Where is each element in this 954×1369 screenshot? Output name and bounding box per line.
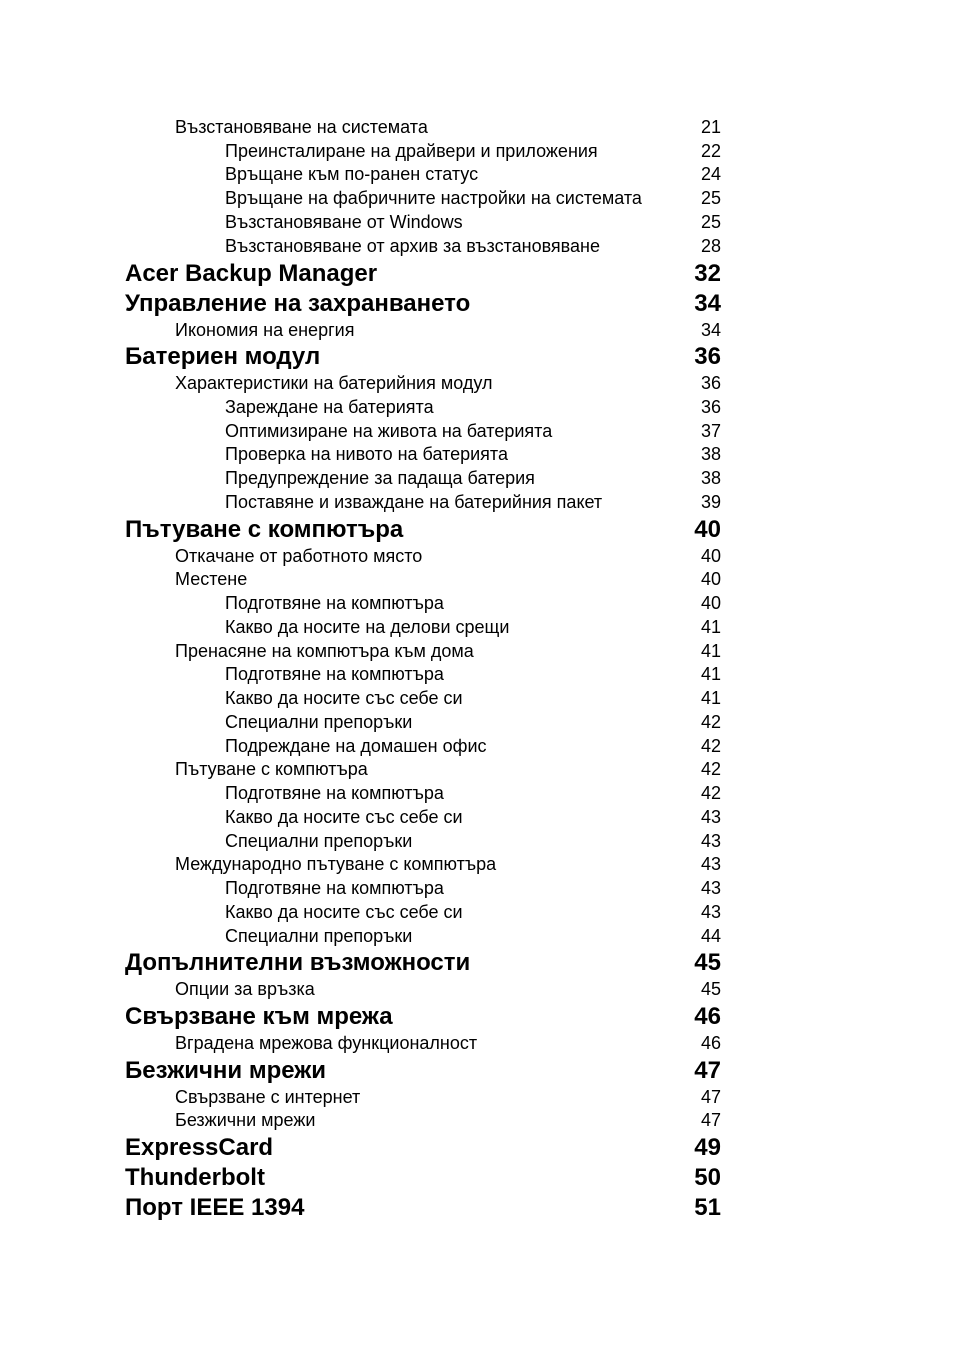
- toc-section-entry: [0, 759, 954, 783]
- toc-entry-page: 36: [700, 373, 721, 394]
- toc-entry-page: 36: [700, 396, 721, 417]
- toc-chapter-entry: [0, 1194, 954, 1224]
- toc-section-entry: [0, 492, 954, 516]
- toc-entry-page: 42: [700, 735, 721, 756]
- toc-chapter-entry: [0, 343, 954, 373]
- toc-section-entry: [0, 712, 954, 736]
- toc-section-entry: [0, 641, 954, 665]
- toc-entry-page: 40: [694, 515, 721, 543]
- toc-entry-page: 44: [700, 925, 721, 946]
- toc-entry-page: 25: [700, 212, 721, 232]
- toc-entry-title: Характеристики на батерийния модул: [175, 373, 493, 394]
- toc-entry-page: 42: [700, 783, 721, 803]
- toc-entry-page: 47: [694, 1056, 721, 1084]
- toc-entry-title: Предупреждение за падаща батерия: [225, 468, 535, 489]
- toc-entry-title: Подготвяне на компютъра: [225, 664, 444, 685]
- toc-chapter-entry: [0, 516, 954, 546]
- toc-chapter-entry: [0, 290, 954, 320]
- toc-entry-page: 24: [700, 164, 721, 185]
- toc-entry-page: 37: [700, 420, 721, 441]
- toc-section-entry: [0, 593, 954, 617]
- toc-entry-page: 45: [700, 979, 721, 1000]
- toc-entry-title: Какво да носите със себе си: [225, 901, 463, 922]
- toc-entry-page: 46: [694, 1003, 721, 1030]
- toc-entry-page: 41: [700, 616, 721, 637]
- toc-entry-page: 46: [700, 1033, 721, 1053]
- toc-chapter-entry: [0, 1057, 954, 1087]
- toc-entry-title: Какво да носите със себе си: [225, 806, 463, 827]
- toc-entry-page: 47: [700, 1110, 721, 1131]
- toc-entry-title: Пренасяне на компютъра към дома: [175, 640, 474, 661]
- toc-entry-page: 50: [694, 1163, 721, 1191]
- toc-entry-title: Опции за връзка: [175, 979, 315, 1000]
- toc-entry-page: 40: [700, 545, 721, 566]
- toc-entry-page: 43: [700, 878, 721, 898]
- toc-entry-page: 25: [700, 188, 721, 209]
- toc-entry-page: 45: [694, 949, 721, 977]
- toc-section-entry: [0, 902, 954, 926]
- toc-section-entry: [0, 736, 954, 760]
- toc-entry-title: Acer Backup Manager: [125, 259, 378, 287]
- toc-section-entry: [0, 878, 954, 902]
- toc-entry-title: Зареждане на батерията: [225, 396, 434, 417]
- toc-entry-page: 36: [694, 343, 721, 371]
- toc-entry-title: Свързване с интернет: [175, 1086, 361, 1107]
- toc-entry-title: Специални препоръки: [225, 830, 413, 851]
- toc-section-entry: [0, 783, 954, 807]
- toc-entry-title: Възстановяване на системата: [175, 117, 428, 137]
- toc-entry-page: 34: [700, 319, 721, 340]
- toc-entry-title: Thunderbolt: [125, 1163, 265, 1191]
- toc-section-entry: [0, 236, 954, 260]
- toc-section-entry: [0, 320, 954, 344]
- toc-section-entry: [0, 854, 954, 878]
- toc-entry-title: Управление на захранването: [125, 289, 471, 317]
- toc-entry-title: Проверка на нивото на батерията: [225, 444, 508, 465]
- toc-entry-title: Безжични мрежи: [125, 1056, 327, 1084]
- toc-entry-title: Подготвяне на компютъра: [225, 783, 444, 803]
- toc-entry-title: Възстановяване от архив за възстановяване: [225, 235, 601, 256]
- toc-entry-page: 34: [694, 289, 721, 317]
- toc-section-entry: [0, 807, 954, 831]
- toc-entry-title: Какво да носите на делови срещи: [225, 616, 510, 637]
- toc-chapter-entry: [0, 1134, 954, 1164]
- toc-entry-page: 42: [700, 759, 721, 780]
- toc-entry-page: 40: [700, 569, 721, 590]
- toc-section-entry: [0, 468, 954, 492]
- toc-entry-title: Оптимизиране на живота на батерията: [225, 420, 553, 441]
- toc-entry-title: Преинсталиране на драйвери и приложения: [225, 140, 598, 161]
- toc-section-entry: [0, 688, 954, 712]
- toc-entry-page: 51: [694, 1193, 721, 1221]
- toc-entry-page: 43: [700, 901, 721, 922]
- toc-entry-page: 43: [700, 830, 721, 851]
- toc-section-entry: [0, 373, 954, 397]
- toc-section-entry: [0, 397, 954, 421]
- toc-section-entry: [0, 117, 954, 141]
- toc-entry-page: 42: [700, 711, 721, 732]
- toc-entry-title: Възстановяване от Windows: [225, 212, 463, 232]
- toc-section-entry: [0, 926, 954, 950]
- toc-entry-title: Подготвяне на компютъра: [225, 593, 444, 613]
- toc-section-entry: [0, 141, 954, 165]
- toc-entry-page: 21: [700, 117, 721, 137]
- toc-section-entry: [0, 1087, 954, 1111]
- toc-entry-page: 49: [694, 1133, 721, 1161]
- toc-section-entry: [0, 569, 954, 593]
- toc-section-entry: [0, 421, 954, 445]
- toc-entry-title: Поставяне и изваждане на батерийния пакет: [225, 492, 603, 512]
- toc-entry-page: 41: [700, 688, 721, 708]
- toc-section-entry: [0, 212, 954, 236]
- toc-section-entry: [0, 831, 954, 855]
- toc-entry-title: Специални препоръки: [225, 925, 413, 946]
- toc-entry-title: Връщане на фабричните настройки на системата: [225, 188, 642, 209]
- toc-entry-page: 41: [700, 664, 721, 685]
- toc-entry-title: Какво да носите със себе си: [225, 688, 463, 708]
- toc-entry-page: 28: [700, 235, 721, 256]
- toc-entry-title: Откачане от работното място: [175, 545, 423, 566]
- toc-entry-title: Вградена мрежова функционалност: [175, 1033, 478, 1053]
- toc-chapter-entry: [0, 1003, 954, 1033]
- toc-entry-title: Допълнителни възможности: [125, 949, 471, 977]
- toc-entry-page: 40: [700, 593, 721, 613]
- toc-entry-page: 47: [700, 1086, 721, 1107]
- toc-entry-title: Порт IEEE 1394: [125, 1193, 305, 1221]
- toc-section-entry: [0, 664, 954, 688]
- toc-entry-title: Батериен модул: [125, 343, 321, 371]
- toc-entry-page: 38: [700, 468, 721, 489]
- toc-section-entry: [0, 444, 954, 468]
- toc-entry-page: 43: [700, 806, 721, 827]
- toc-section-entry: [0, 546, 954, 570]
- toc-entry-title: Подреждане на домашен офис: [225, 735, 487, 756]
- toc-section-entry: [0, 617, 954, 641]
- toc-entry-title: Специални препоръки: [225, 711, 413, 732]
- toc-entry-page: 22: [700, 140, 721, 161]
- toc-section-entry: [0, 164, 954, 188]
- toc-entry-page: 32: [694, 259, 721, 287]
- toc-section-entry: [0, 1033, 954, 1057]
- toc-entry-page: 38: [700, 444, 721, 465]
- toc-entry-title: Пътуване с компютъра: [175, 759, 368, 780]
- toc-entry-page: 43: [700, 854, 721, 875]
- toc-entry-title: ExpressCard: [125, 1133, 274, 1161]
- toc-section-entry: [0, 1110, 954, 1134]
- toc-entry-title: Пътуване с компютъра: [125, 515, 404, 543]
- toc-section-entry: [0, 188, 954, 212]
- toc-entry-title: Международно пътуване с компютъра: [175, 854, 497, 875]
- toc-entry-title: Местене: [175, 569, 248, 590]
- toc-chapter-entry: [0, 260, 954, 290]
- toc-entry-title: Безжични мрежи: [175, 1110, 316, 1131]
- toc-entry-page: 39: [700, 492, 721, 512]
- toc-chapter-entry: [0, 1164, 954, 1194]
- toc-section-entry: [0, 979, 954, 1003]
- toc-entry-page: 41: [700, 640, 721, 661]
- toc-entry-title: Свързване към мрежа: [125, 1003, 393, 1030]
- toc-entry-title: Икономия на енергия: [175, 319, 355, 340]
- toc-entry-title: Връщане към по-ранен статус: [225, 164, 479, 185]
- toc-entry-title: Подготвяне на компютъра: [225, 878, 444, 898]
- toc-chapter-entry: [0, 949, 954, 979]
